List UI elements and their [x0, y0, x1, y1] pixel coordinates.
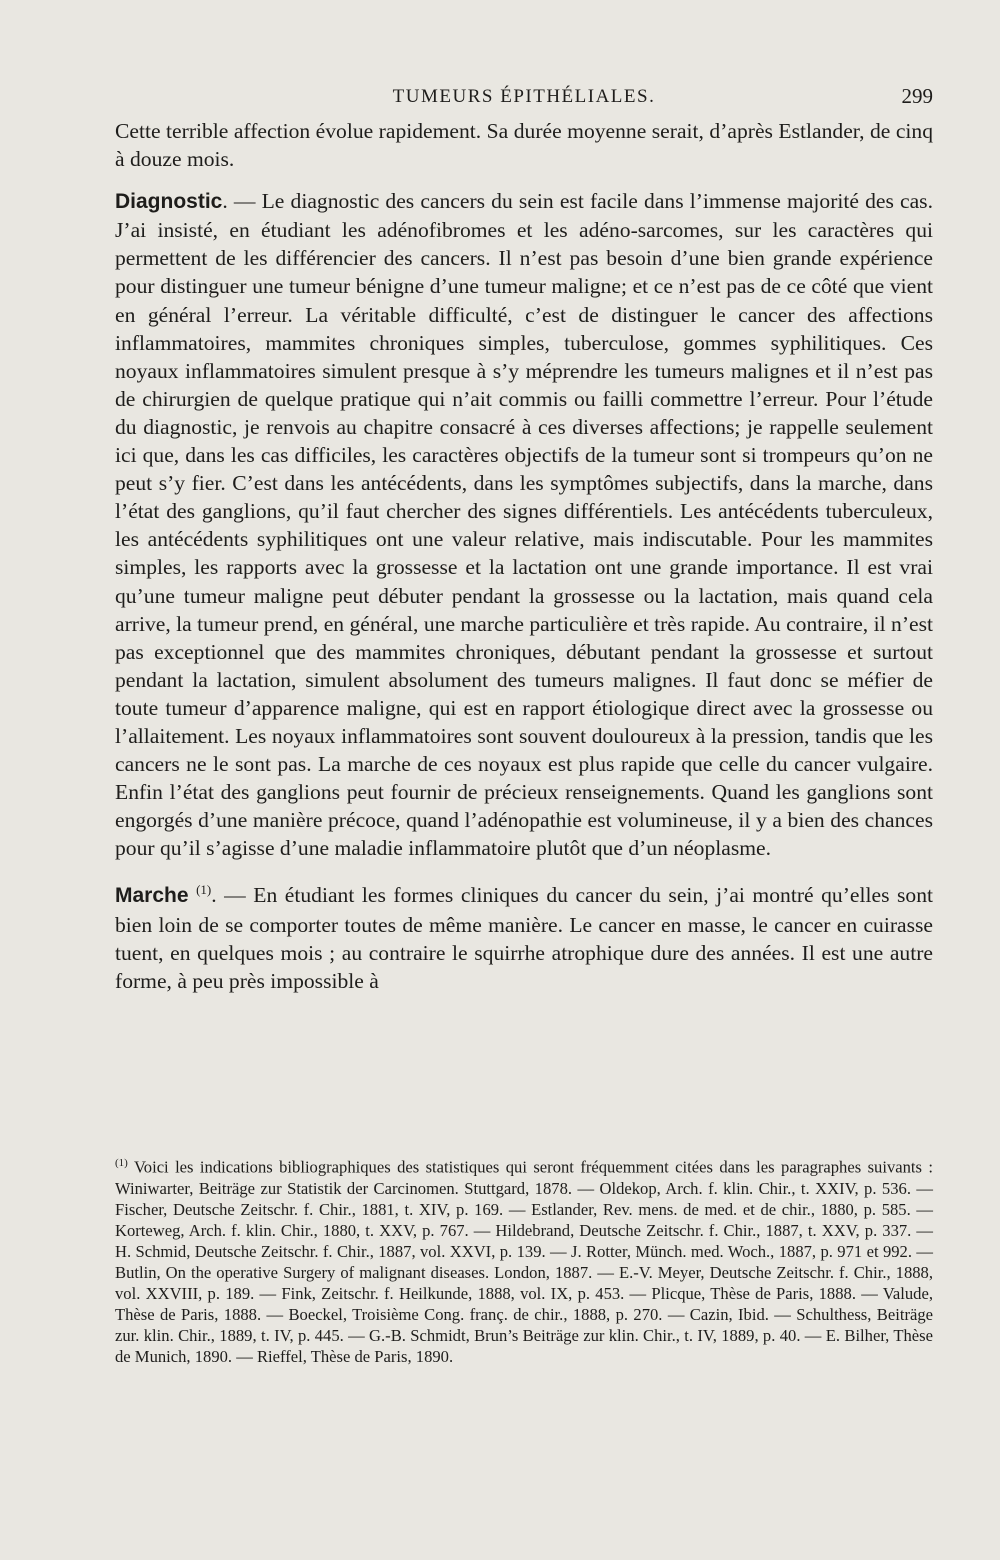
running-head: [115, 82, 933, 112]
diagnostic-text: . — Le diagnostic des cancers du sein est facile dans l’immense majorité des cas. J’ai insisté, en étudiant les adénofibromes et les adéno-sarcomes, sur les caractères qui permettent de les différencier des cancers. Il n’est pas besoin d’une bien grande expérience pour distinguer une tumeur bénigne d’une tumeur maligne; et ce n’est pas de ce côté que vient en général l’erreur. La véritable difficulté, c’est de distinguer le cancer des affections inflammatoires, mammites chroniques simples, tuberculose, gommes syphilitiques. Ces noyaux inflammatoires simulent presque à s’y méprendre les tumeurs malignes et il n’est pas de chirurgien de quelque pratique qui n’ait commis ou failli commettre l’erreur. Pour l’étude du diagnostic, je renvois au chapitre consacré à ces diverses affections; je rappelle seulement ici que, dans les cas difficiles, les caractères objectifs de la tumeur sont si trompeurs qu’on ne peut s’y fier. C’est dans les antécédents, dans les symptômes subjectifs, dans la marche, dans l’état des ganglions, qu’il faut chercher des signes différentiels. Les antécédents tuberculeux, les antécédents syphilitiques ont une valeur relative, mais indiscutable. Pour les mammites simples, les rapports avec la grossesse et la lactation ont une grande importance. Il est vrai qu’une tumeur maligne peut débuter pendant la grossesse ou la lactation, mais quand cela arrive, la tumeur prend, en général, une marche particulière et très rapide. Au contraire, il n’est pas exceptionnel que des mammites chroniques, débutant pendant la grossesse et surtout pendant la lactation, simulent absolument des tumeurs malignes. Il faut donc se méfier de toute tumeur d’apparence maligne, qui est en rapport étiologique direct avec la grossesse ou l’allaitement. Les noyaux inflammatoires sont souvent douloureux à la pression, tandis que les cancers ne le sont pas. La marche de ces noyaux est plus rapide que celle du cancer vulgaire. Enfin l’état des ganglions peut fournir de précieux renseignements. Quand les ganglions sont engorgés d’une manière précoce, quand l’adénopathie est volumineuse, il y a bien des chances pour qu’il s’agisse d’une maladie inflammatoire plutôt que d’un néoplasme.: [115, 189, 933, 861]
footnote: [115, 1153, 933, 1367]
page-number: 299: [901, 84, 933, 108]
section-heading-marche: Marche: [115, 884, 189, 908]
footnote-paragraph: [115, 1153, 933, 1367]
running-title: TUMEURS ÉPITHÉLIALES.: [392, 86, 656, 107]
body-text: [115, 117, 933, 995]
footnote-reference: (1): [196, 882, 212, 898]
footnote-text: Voici les indications bibliographiques des statistiques qui seront fréquemment citées dans les paragraphes suivants : Winiwarter, Beiträge zur Statistik der Carcinomen. Stuttgard, 1878. — Oldekop, Arch. f. klin. Chir., t. XXIV, p. 536. — Fischer, Deutsche Zeitschr. f. Chir., 1881, t. XIV, p. 169. — Estlander, Rev. mens. de med. et de chir., 1880, p. 585. — Korteweg, Arch. f. klin. Chir., 1880, t. XXV, p. 767. — Hildebrand, Deutsche Zeitschr. f. Chir., 1887, t. XXV, p. 337. — H. Schmid, Deutsche Zeitschr. f. Chir., 1887, vol. XXVI, p. 139. — J. Rotter, Münch. med. Woch., 1887, p. 971 et 992. — Butlin, On the operative Surgery of malignant diseases. London, 1887. — E.-V. Meyer, Deutsche Zeitschr. f. Chir., 1888, vol. XXVIII, p. 189. — Fink, Zeitschr. f. Heilkunde, 1888, vol. IX, p. 453. — Plicque, Thèse de Paris, 1888. — Valude, Thèse de Paris, 1888. — Boeckel, Troisième Cong. franç. de chir., 1888, p. 270. — Cazin, Ibid. — Schulthess, Beiträge zur. klin. Chir., 1889, t. IV, p. 445. — G.-B. Schmidt, Brun’s Beiträge zur klin. Chir., t. IV, 1889, p. 40. — E. Bilher, Thèse de Munich, 1890. — Rieffel, Thèse de Paris, 1890.: [115, 1157, 933, 1366]
footnote-number: (1): [115, 1157, 128, 1169]
section-heading-diagnostic: Diagnostic: [115, 190, 223, 214]
paragraph-marche: [115, 876, 933, 995]
marche-text: . — En étudiant les formes cliniques du cancer du sein, j’ai montré qu’elles sont bien loin de se comporter toutes de même manière. Le cancer en masse, le cancer en cuirasse tuent, en quelques mois ; au contraire le squirrhe atrophique dure des années. Il est une autre forme, à peu près impossible à: [115, 883, 933, 993]
paragraph-evolution: Cette terrible affection évolue rapidement. Sa durée moyenne serait, d’après Estlander, de cinq à douze mois.: [115, 119, 933, 172]
paragraph-diagnostic: [115, 187, 933, 862]
